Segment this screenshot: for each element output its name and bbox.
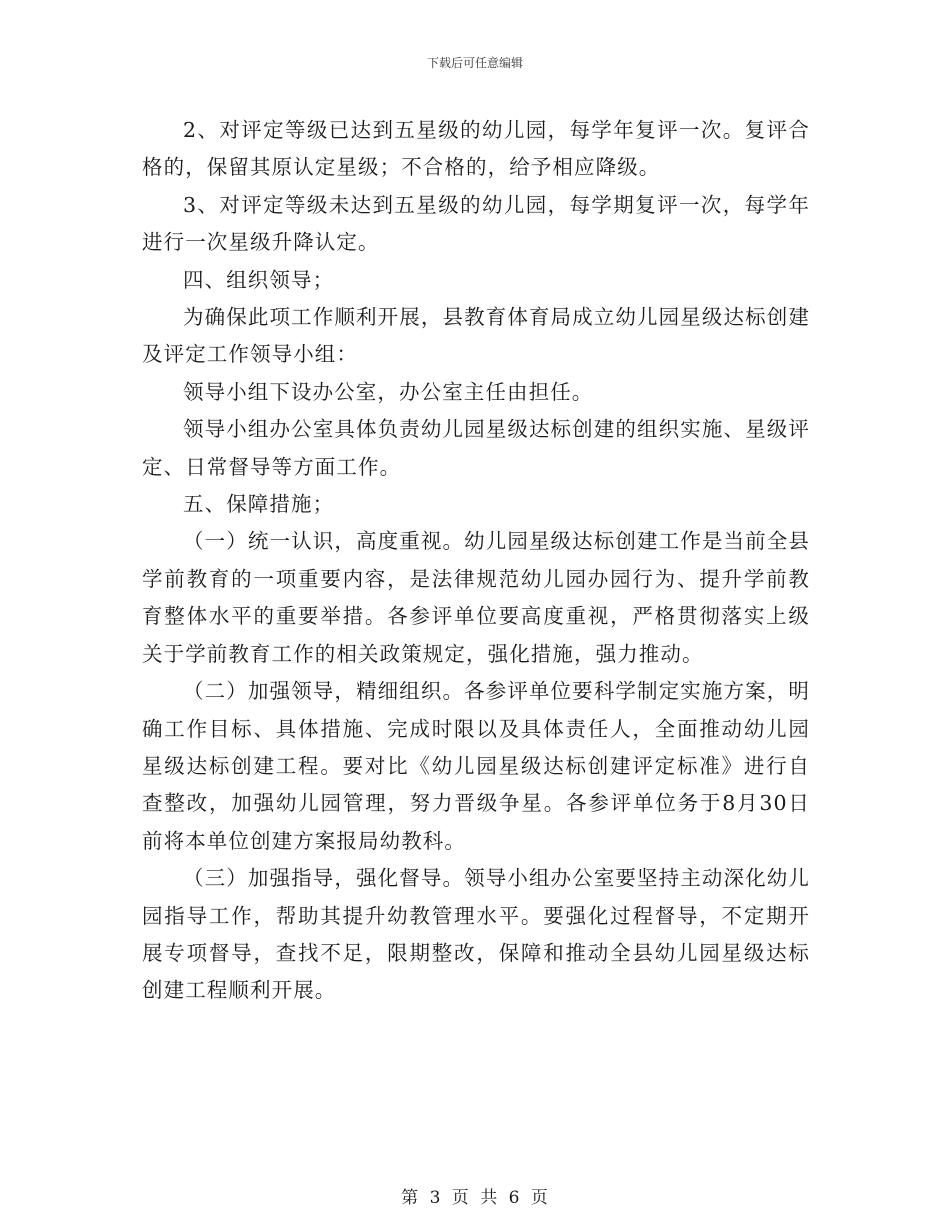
paragraph: 为确保此项工作顺利开展，县教育体育局成立幼儿园星级达标创建及评定工作领导小组： <box>142 305 810 367</box>
page-number: 第 3 页 共 6 页 <box>401 1188 549 1208</box>
paragraph: 3、对评定等级未达到五星级的幼儿园，每学期复评一次，每学年进行一次星级升降认定。 <box>142 192 810 255</box>
section-heading: 四、组织领导； <box>183 267 335 292</box>
document-body <box>142 112 810 1010</box>
section-heading: 五、保障措施； <box>183 492 335 517</box>
paragraph: 领导小组办公室具体负责幼儿园星级达标创建的组织实施、星级评定、日常督导等方面工作。 <box>142 417 810 479</box>
paragraph: （三）加强指导，强化督导。领导小组办公室要坚持主动深化幼儿园指导工作，帮助其提升幼教管理水平。要强化过程督导，不定期开展专项督导，查找不足，限期整改，保障和推动全县幼儿园星级达标创建工程顺利开展。 <box>142 866 810 1003</box>
paragraph: （一）统一认识，高度重视。幼儿园星级达标创建工作是当前全县学前教育的一项重要内容，是法律规范幼儿园办园行为、提升学前教育整体水平的重要举措。各参评单位要高度重视，严格贯彻落实上级关于学前教育工作的相关政策规定，强化措施，强力推动。 <box>142 529 810 666</box>
paragraph: 领导小组下设办公室，办公室主任由担任。 <box>183 379 594 404</box>
paragraph: 2、对评定等级已达到五星级的幼儿园，每学年复评一次。复评合格的，保留其原认定星级；不合格的，给予相应降级。 <box>142 118 810 180</box>
page-header: 下载后可任意编辑 <box>426 56 523 70</box>
paragraph: （二）加强领导，精细组织。各参评单位要科学制定实施方案，明确工作目标、具体措施、完成时限以及具体责任人，全面推动幼儿园星级达标创建工程。要对比《幼儿园星级达标创建评定标准》进行自查整改，加强幼儿园管理，努力晋级争星。各参评单位务于8月30日前将本单位创建方案报局幼教科。 <box>142 679 810 853</box>
